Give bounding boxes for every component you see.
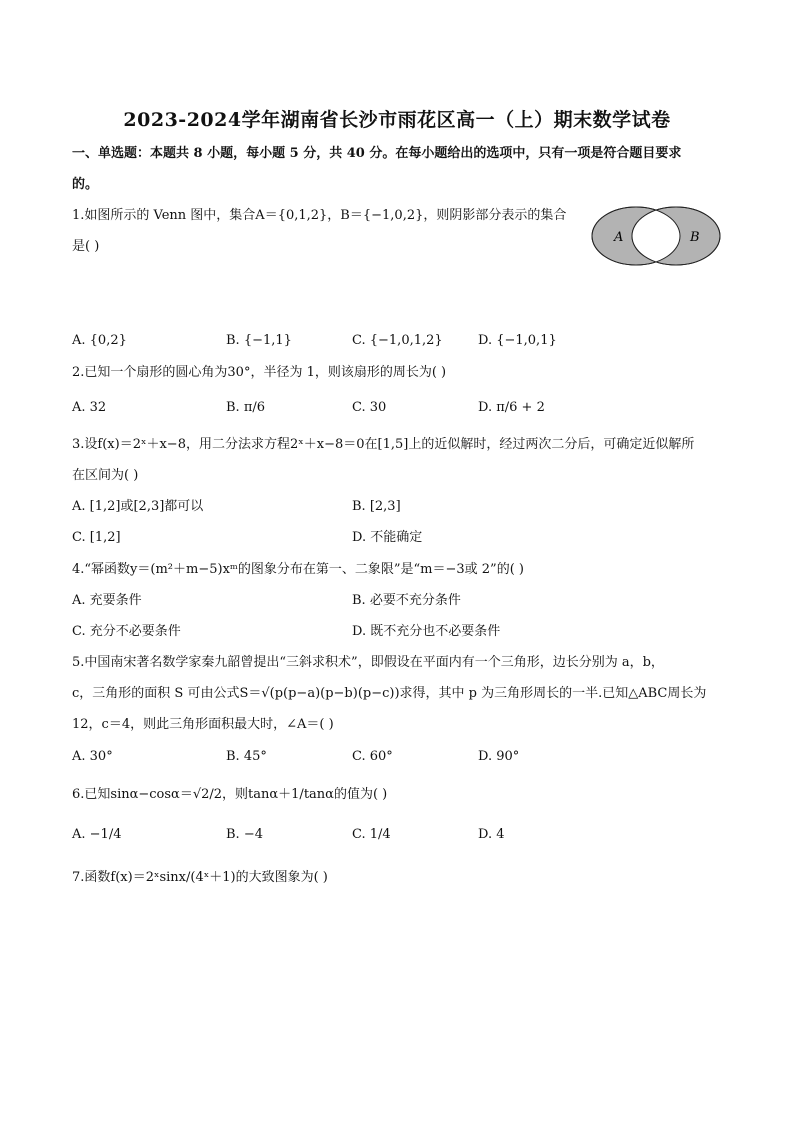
q3-option-c: C. [1,2] xyxy=(72,530,121,545)
q2-option-a: A. 32 xyxy=(72,400,107,415)
q6-stem: 6.已知sinα−cosα＝√2/2，则tanα＋1/tanα的值为( ) xyxy=(72,787,388,802)
q5-stem-line2: c，三角形的面积 S 可由公式S＝√(p(p−a)(p−b)(p−c))求得，其中 p 为三角形周长的一半.已知△ABC周长为 xyxy=(72,686,707,701)
section-heading-line2: 的。 xyxy=(72,177,99,192)
q5-stem-line1: 5.中国南宋著名数学家秦九韶曾提出“三斜求积术”，即假设在平面内有一个三角形，边长分别为 a，b， xyxy=(72,655,664,670)
q5-option-c: C. 60° xyxy=(352,749,393,764)
venn-label-b: B xyxy=(690,230,700,245)
q1-stem-line1: 1.如图所示的 Venn 图中，集合A＝{0,1,2}，B＝{−1,0,2}，则阴影部分表示的集合 xyxy=(72,208,567,223)
venn-label-a: A xyxy=(614,230,624,245)
q1-option-d: D. {−1,0,1} xyxy=(478,333,557,348)
q6-option-c: C. 1/4 xyxy=(352,827,391,842)
q4-option-a: A. 充要条件 xyxy=(72,593,142,608)
q5-option-a: A. 30° xyxy=(72,749,113,764)
venn-diagram xyxy=(590,205,722,267)
q3-option-d: D. 不能确定 xyxy=(352,530,423,545)
section-heading-line1: 一、单选题：本题共 8 小题，每小题 5 分，共 40 分。在每小题给出的选项中，只有一项是符合题目要求 xyxy=(72,146,682,161)
q1-option-b: B. {−1,1} xyxy=(226,333,292,348)
q2-option-b: B. π/6 xyxy=(226,400,266,415)
q1-option-a: A. {0,2} xyxy=(72,333,127,348)
q3-stem-line1: 3.设f(x)＝2ˣ＋x−8，用二分法求方程2ˣ＋x−8＝0在[1,5]上的近似解时，经过两次二分后，可确定近似解所 xyxy=(72,437,695,452)
q4-stem: 4.“幂函数y＝(m²＋m−5)xᵐ的图象分布在第一、二象限”是“m＝−3或 2”的( ) xyxy=(72,562,524,577)
q2-option-d: D. π/6 + 2 xyxy=(478,400,545,415)
q5-option-d: D. 90° xyxy=(478,749,520,764)
q3-option-a: A. [1,2]或[2,3]都可以 xyxy=(72,499,204,514)
q2-stem: 2.已知一个扇形的圆心角为30°，半径为 1，则该扇形的周长为( ) xyxy=(72,365,447,380)
q6-option-d: D. 4 xyxy=(478,827,505,842)
q3-stem-line2: 在区间为( ) xyxy=(72,468,139,483)
q4-option-c: C. 充分不必要条件 xyxy=(72,624,181,639)
q4-option-b: B. 必要不充分条件 xyxy=(352,593,461,608)
q5-stem-line3: 12，c＝4，则此三角形面积最大时，∠A＝( ) xyxy=(72,717,334,732)
q4-option-d: D. 既不充分也不必要条件 xyxy=(352,624,501,639)
q1-stem-line2: 是( ) xyxy=(72,239,100,254)
q5-option-b: B. 45° xyxy=(226,749,267,764)
exam-title: 2023-2024学年湖南省长沙市雨花区高一（上）期末数学试卷 xyxy=(123,109,671,131)
q6-option-a: A. −1/4 xyxy=(72,827,122,842)
q1-option-c: C. {−1,0,1,2} xyxy=(352,333,443,348)
q7-stem: 7.函数f(x)＝2ˣsinx/(4ˣ＋1)的大致图象为( ) xyxy=(72,870,328,885)
q6-option-b: B. −4 xyxy=(226,827,263,842)
q3-option-b: B. [2,3] xyxy=(352,499,401,514)
q2-option-c: C. 30 xyxy=(352,400,387,415)
